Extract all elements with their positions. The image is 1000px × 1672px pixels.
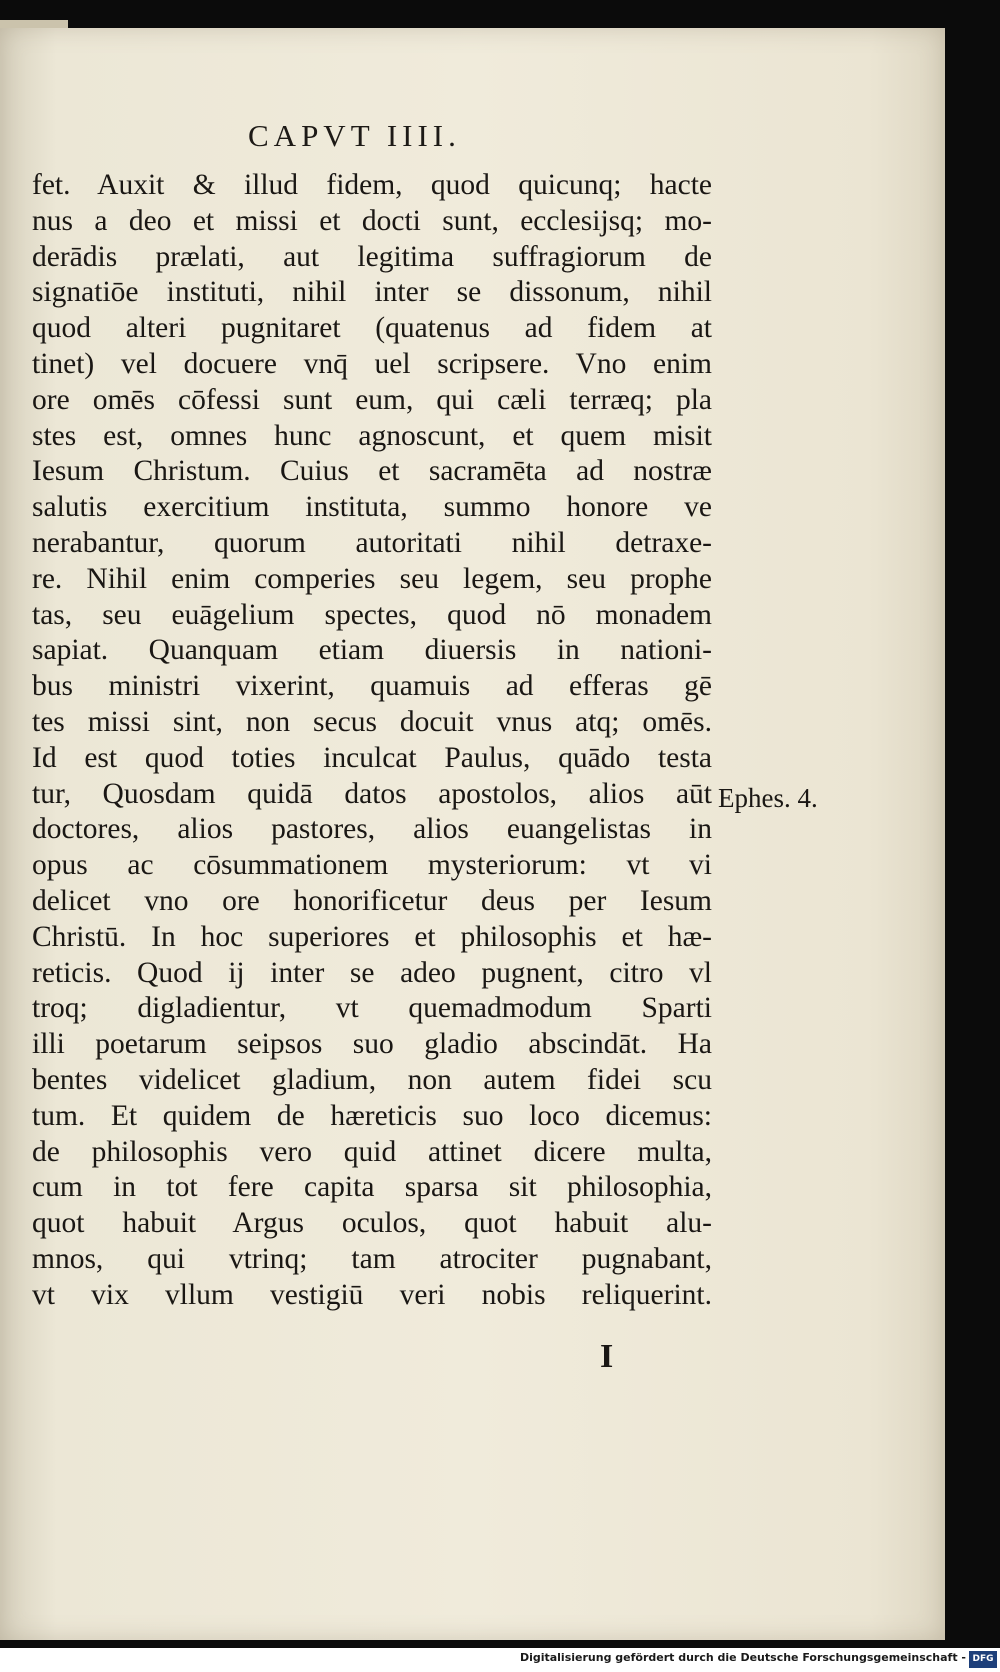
text-line: quot habuit Argus oculos, quot habuit alu- (32, 1207, 712, 1240)
text-line: de philosophis vero quid attinet dicere multa, (32, 1135, 712, 1168)
signature-mark: I (600, 1338, 614, 1375)
text-line: stes est, omnes hunc agnoscunt, et quem misit (32, 419, 712, 452)
text-line: tas, seu euāgelium spectes, quod nō monadem (32, 598, 712, 631)
text-line: reticis. Quod ij inter se adeo pugnent, citro vl (32, 956, 712, 989)
text-line: ore omēs cōfessi sunt eum, qui cæli terræq; pla (32, 383, 712, 416)
text-line: re. Nihil enim comperies seu legem, seu prophe (32, 562, 712, 595)
text-line: tum. Et quidem de hæreticis suo loco dicemus: (32, 1099, 712, 1132)
text-line: tur, Quosdam quidā datos apostolos, alios aūt (32, 777, 712, 810)
running-head: CAPVT IIII. (248, 118, 461, 153)
text-line: bus ministri vixerint, quamuis ad efferas gē (32, 670, 712, 703)
body-text (32, 168, 712, 1314)
text-line: opus ac cōsummationem mysteriorum: vt vi (32, 849, 712, 882)
text-line: fet. Auxit & illud fidem, quod quicunq; hacte (32, 169, 712, 201)
text-line: derādis prælati, aut legitima suffragiorum de (32, 240, 712, 273)
text-line: tinet) vel docuere vnq̄ uel scripsere. Vno enim (32, 347, 712, 380)
text-line: troq; digladientur, vt quemadmodum Sparti (32, 992, 712, 1025)
dfg-logo: DFG (969, 1651, 997, 1668)
text-line: Iesum Christum. Cuius et sacramēta ad nostræ (32, 455, 712, 488)
book-page (0, 28, 945, 1640)
text-line: tes missi sint, non secus docuit vnus atq; omēs. (32, 705, 712, 738)
footer-credit: Digitalisierung gefördert durch die Deutsche Forschungsgemeinschaft - (519, 1651, 966, 1664)
text-line: bentes videlicet gladium, non autem fidei scu (32, 1063, 712, 1096)
footer-bar (0, 1648, 1000, 1672)
text-line: delicet vno ore honorificetur deus per Iesum (32, 884, 712, 917)
text-line: illi poetarum seipsos suo gladio abscindāt. Ha (32, 1028, 712, 1061)
text-line: mnos, qui vtrinq; tam atrociter pugnabant, (32, 1242, 712, 1275)
text-line: doctores, alios pastores, alios euangelistas in (32, 813, 712, 846)
text-line: cum in tot fere capita sparsa sit philosophia, (32, 1171, 712, 1204)
text-line: sapiat. Quanquam etiam diuersis in nationi- (32, 634, 712, 667)
text-line: signatiōe instituti, nihil inter se dissonum, nihil (32, 276, 712, 309)
margin-note: Ephes. 4. (718, 783, 818, 813)
text-line: vt vix vllum vestigiū veri nobis reliquerint. (32, 1278, 712, 1311)
text-line: nus a deo et missi et docti sunt, ecclesijsq; mo- (32, 204, 712, 237)
text-line: nerabantur, quorum autoritati nihil detraxe- (32, 526, 712, 559)
text-line: quod alteri pugnitaret (quatenus ad fidem at (32, 312, 712, 345)
text-line: Id est quod toties inculcat Paulus, quādo testa (32, 741, 712, 774)
text-line: salutis exercitium instituta, summo honore ve (32, 491, 712, 524)
text-line: Christū. In hoc superiores et philosophis et hæ- (32, 920, 712, 953)
